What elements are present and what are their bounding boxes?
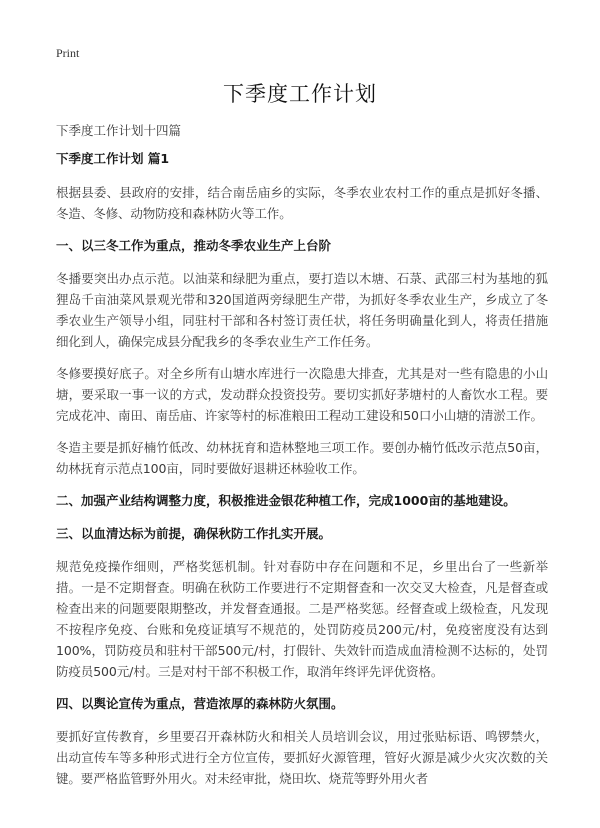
section-heading-2: 二、加强产业结构调整力度，积极推进金银花种植工作，完成1000亩的基地建设。 — [56, 493, 516, 508]
section-1-paragraph: 冬修要摸好底子。对全乡所有山塘水库进行一次隐患大排查，尤其是对一些有隐患的小山塘，要采取一事一议的方式，发动群众投资投劳。要切实抓好茅塘村的人畜饮水工程。要完成花冲、南田、南岳庙、许家等村的标准粮田工程动工建设和50口小山塘的清淤工作。 — [56, 366, 548, 423]
page-title: 下季度工作计划 — [223, 82, 377, 106]
document-subtitle: 下季度工作计划十四篇 — [56, 123, 182, 138]
section-3-paragraph: 规范免疫操作细则，严格奖惩机制。针对春防中存在问题和不足，乡里出台了一些新举措。一是不定期督查。明确在秋防工作要进行不定期督查和一次交叉大检查，凡是督查或检查出来的问题要限期整改，并发督查通报。二是严格奖惩。经督查或上级检查，凡发现不按程序免疫、台账和免疫证填写不规范的，处罚防疫员200元/村，免疫密度没有达到100%，罚防疫员和驻村干部500元/村，打假针、失效针而造成血清检测不达标的，处罚防疫员500元/村。三是对村干部不积极工作，取消年终评先评优资格。 — [56, 559, 548, 679]
part-heading: 下季度工作计划 篇1 — [56, 151, 170, 166]
section-1-paragraph: 冬造主要是抓好楠竹低改、幼林抚育和造林整地三项工作。要创办楠竹低改示范点50亩，幼林抚育示范点100亩，同时要做好退耕还林验收工作。 — [56, 440, 548, 476]
print-link[interactable]: Print — [56, 46, 80, 60]
section-1-paragraph: 冬播要突出办点示范。以油菜和绿肥为重点，要打造以木塘、石菉、武邵三村为基地的狐狸岛千亩油菜风景观光带和320国道两旁绿肥生产带，为抓好冬季农业生产，乡成立了冬季农业生产领导小组，同驻村干部和各村签订责任状，将任务明确量化到人，将责任措施细化到人，确保完成县分配我乡的冬季农业生产工作任务。 — [56, 271, 548, 349]
section-heading-1: 一、以三冬工作为重点，推动冬季农业生产上台阶 — [56, 238, 332, 253]
section-heading-4: 四、以舆论宣传为重点，营造浓厚的森林防火氛围。 — [56, 696, 344, 711]
section-heading-3: 三、以血清达标为前提，确保秋防工作扎实开展。 — [56, 526, 332, 541]
document-body — [56, 150, 548, 800]
section-4-paragraph: 要抓好宣传教育，乡里要召开森林防火和相关人员培训会议，用过张贴标语、鸣锣禁火，出动宣传车等多种形式进行全方位宣传，要抓好火源管理，管好火源是减少火灾次数的关键。要严格监管野外用火。对未经审批，烧田坎、烧荒等野外用火者 — [56, 729, 548, 786]
intro-paragraph: 根据县委、县政府的安排，结合南岳庙乡的实际，冬季农业农村工作的重点是抓好冬播、冬造、冬修、动物防疫和森林防火等工作。 — [56, 185, 548, 221]
